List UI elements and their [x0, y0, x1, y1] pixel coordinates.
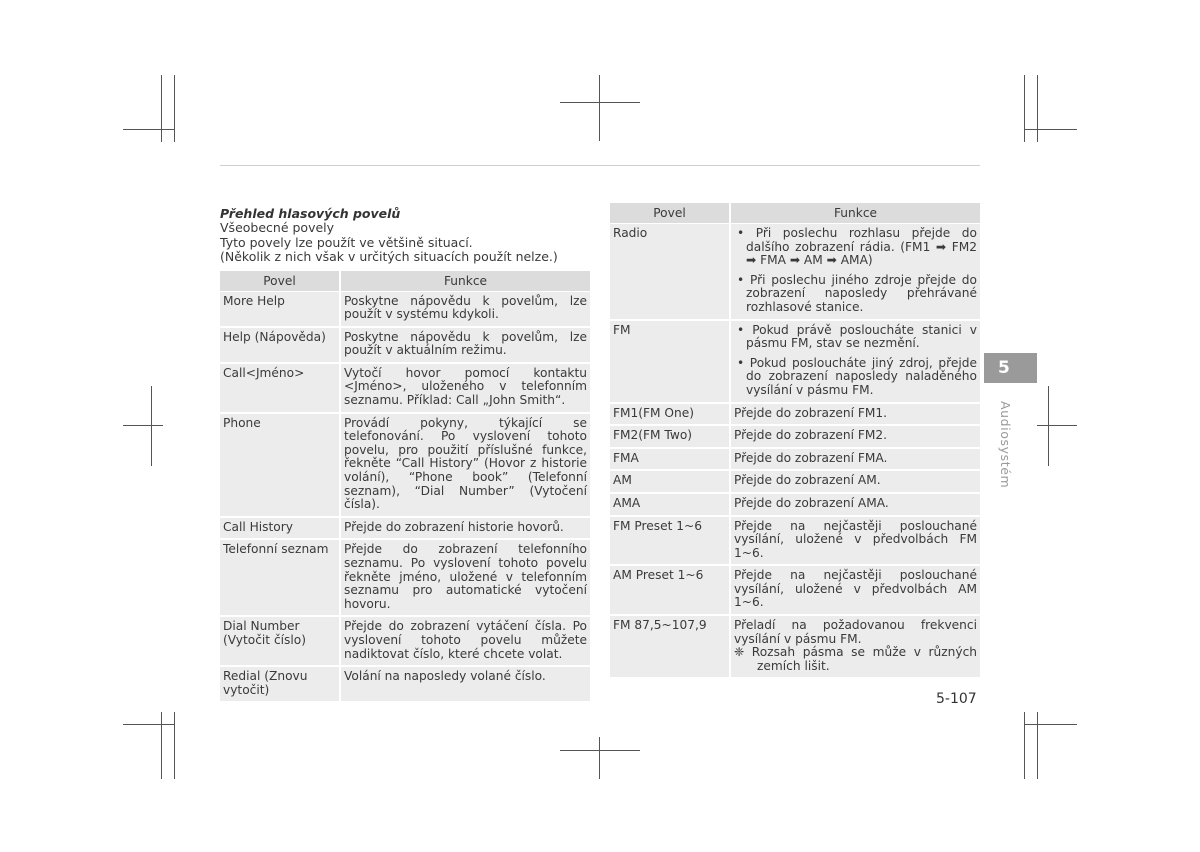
general-commands-table	[220, 271, 590, 704]
bullet-item: • Při poslechu rozhlasu přejde do dalšího zobrazení rádia. (FM1 ➡ FM2 ➡ FMA ➡ AM ➡ AMA)	[737, 226, 977, 268]
crop-mark	[123, 724, 175, 725]
crop-mark	[123, 425, 163, 426]
section-title: Přehled hlasových povelů	[220, 206, 401, 221]
crop-mark	[161, 712, 162, 779]
command-cell: FM Preset 1~6	[610, 516, 730, 566]
command-cell: Dial Number (Vytočit číslo)	[220, 616, 340, 666]
function-cell: Volání na naposledy volané číslo.	[340, 666, 590, 702]
bullet-item: • Pokud posloucháte jiný zdroj, přejde do zobrazení naposledy naladěného vysílání v pásmu FM.	[737, 355, 977, 397]
crop-mark	[151, 386, 152, 466]
function-cell: Přejde do zobrazení vytáčení čísla. Po vyslovení tohoto povelu můžete nadiktovat číslo, které chcete volat.	[340, 616, 590, 666]
column-header-command: Povel	[610, 203, 730, 224]
crop-mark	[1024, 129, 1077, 130]
table-row	[220, 517, 590, 540]
intro-line: (Několik z nich však v určitých situacích použít nelze.)	[220, 249, 558, 264]
note-text: ❈ Rozsah pásma se může v různých zemích lišit.	[734, 645, 977, 673]
crop-mark	[560, 750, 640, 751]
table-row	[220, 363, 590, 413]
header-rule	[220, 165, 980, 166]
crop-mark	[174, 75, 175, 142]
function-cell: Přejde do zobrazení AM.	[730, 470, 980, 493]
crop-mark	[174, 712, 175, 779]
function-cell: Přejde do zobrazení FM1.	[730, 403, 980, 426]
function-cell: Vytočí hovor pomocí kontaktu <Jméno>, uloženého v telefonním seznamu. Příklad: Call „John Smith“.	[340, 363, 590, 413]
table-row	[220, 539, 590, 616]
table-row	[610, 448, 980, 471]
crop-mark	[599, 737, 600, 779]
command-cell: Call<Jméno>	[220, 363, 340, 413]
table-row	[610, 516, 980, 566]
table-row	[610, 470, 980, 493]
table-row	[610, 565, 980, 615]
subtitle: Všeobecné povely	[220, 220, 335, 235]
bullet-item: • Při poslechu jiného zdroje přejde do zobrazení naposledy přehrávané rozhlasové stanice.	[737, 272, 977, 314]
command-cell: Help (Nápověda)	[220, 327, 340, 363]
chapter-name: Audiosystém	[998, 401, 1013, 489]
table-row	[220, 413, 590, 517]
function-cell: Provádí pokyny, týkající se telefonování. Po vyslovení tohoto povelu, pro použití příslušné funkce, řekněte “Call History” (Hovor z historie volání), “Phone book” (Telefonní seznam), “Dial Number” (Vytočení čísla).	[340, 413, 590, 517]
table-row	[220, 327, 590, 363]
column-header-function: Funkce	[730, 203, 980, 224]
crop-mark	[1024, 712, 1025, 779]
left-column	[220, 206, 590, 703]
crop-mark	[1024, 724, 1077, 725]
table-row	[610, 320, 980, 403]
table-row	[220, 291, 590, 327]
table-row	[610, 493, 980, 516]
function-cell: Přejde do zobrazení historie hovorů.	[340, 517, 590, 540]
command-cell: Phone	[220, 413, 340, 517]
function-text: Přeladí na požadovanou frekvenci vysílání v pásmu FM.	[734, 618, 977, 646]
function-cell: Poskytne nápovědu k povelům, lze použít v systému kdykoli.	[340, 291, 590, 327]
column-header-command: Povel	[220, 271, 340, 292]
crop-mark	[599, 75, 600, 141]
command-cell: FM	[610, 320, 730, 403]
radio-commands-table	[610, 203, 980, 679]
table-header-row	[610, 203, 980, 224]
function-cell: Přejde na nejčastěji poslouchané vysílání, uložené v předvolbách AM 1~6.	[730, 565, 980, 615]
table-row	[610, 224, 980, 320]
command-cell: Call History	[220, 517, 340, 540]
crop-mark	[1048, 386, 1049, 466]
command-cell: AM Preset 1~6	[610, 565, 730, 615]
command-cell: FMA	[610, 448, 730, 471]
function-cell	[730, 224, 980, 320]
function-cell: Přejde do zobrazení FMA.	[730, 448, 980, 471]
command-cell: FM 87,5~107,9	[610, 615, 730, 678]
command-cell: FM2(FM Two)	[610, 425, 730, 448]
table-row	[610, 403, 980, 426]
crop-mark	[123, 129, 175, 130]
table-row	[610, 615, 980, 678]
function-cell	[730, 615, 980, 678]
crop-mark	[1037, 75, 1038, 142]
command-cell: AM	[610, 470, 730, 493]
function-cell: Poskytne nápovědu k povelům, lze použít v aktuálním režimu.	[340, 327, 590, 363]
table-row	[220, 616, 590, 666]
table-row	[220, 666, 590, 702]
command-cell: Telefonní seznam	[220, 539, 340, 616]
crop-mark	[1024, 75, 1025, 142]
function-cell: Přejde do zobrazení FM2.	[730, 425, 980, 448]
table-row	[610, 425, 980, 448]
function-cell	[730, 320, 980, 403]
command-cell: Radio	[610, 224, 730, 320]
chapter-tab: 5	[984, 353, 1037, 383]
function-cell: Přejde do zobrazení AMA.	[730, 493, 980, 516]
command-cell: Redial (Znovu vytočit)	[220, 666, 340, 702]
command-cell: AMA	[610, 493, 730, 516]
command-cell: More Help	[220, 291, 340, 327]
crop-mark	[161, 75, 162, 142]
crop-mark	[560, 102, 640, 103]
bullet-item: • Pokud právě posloucháte stanici v pásmu FM, stav se nezmění.	[737, 322, 977, 351]
function-cell: Přejde na nejčastěji poslouchané vysílání, uložené v předvolbách FM 1~6.	[730, 516, 980, 566]
intro-line: Tyto povely lze použít ve většině situací.	[220, 234, 473, 250]
function-cell: Přejde do zobrazení telefonního seznamu. Po vyslovení tohoto povelu řekněte jméno, uložené v telefonním seznamu pro automatické vytočení hovoru.	[340, 539, 590, 616]
column-header-function: Funkce	[340, 271, 590, 292]
right-column	[610, 203, 980, 679]
command-cell: FM1(FM One)	[610, 403, 730, 426]
crop-mark	[1037, 425, 1077, 426]
crop-mark	[1037, 712, 1038, 779]
page-number: 5-107	[936, 691, 977, 707]
table-header-row	[220, 271, 590, 292]
